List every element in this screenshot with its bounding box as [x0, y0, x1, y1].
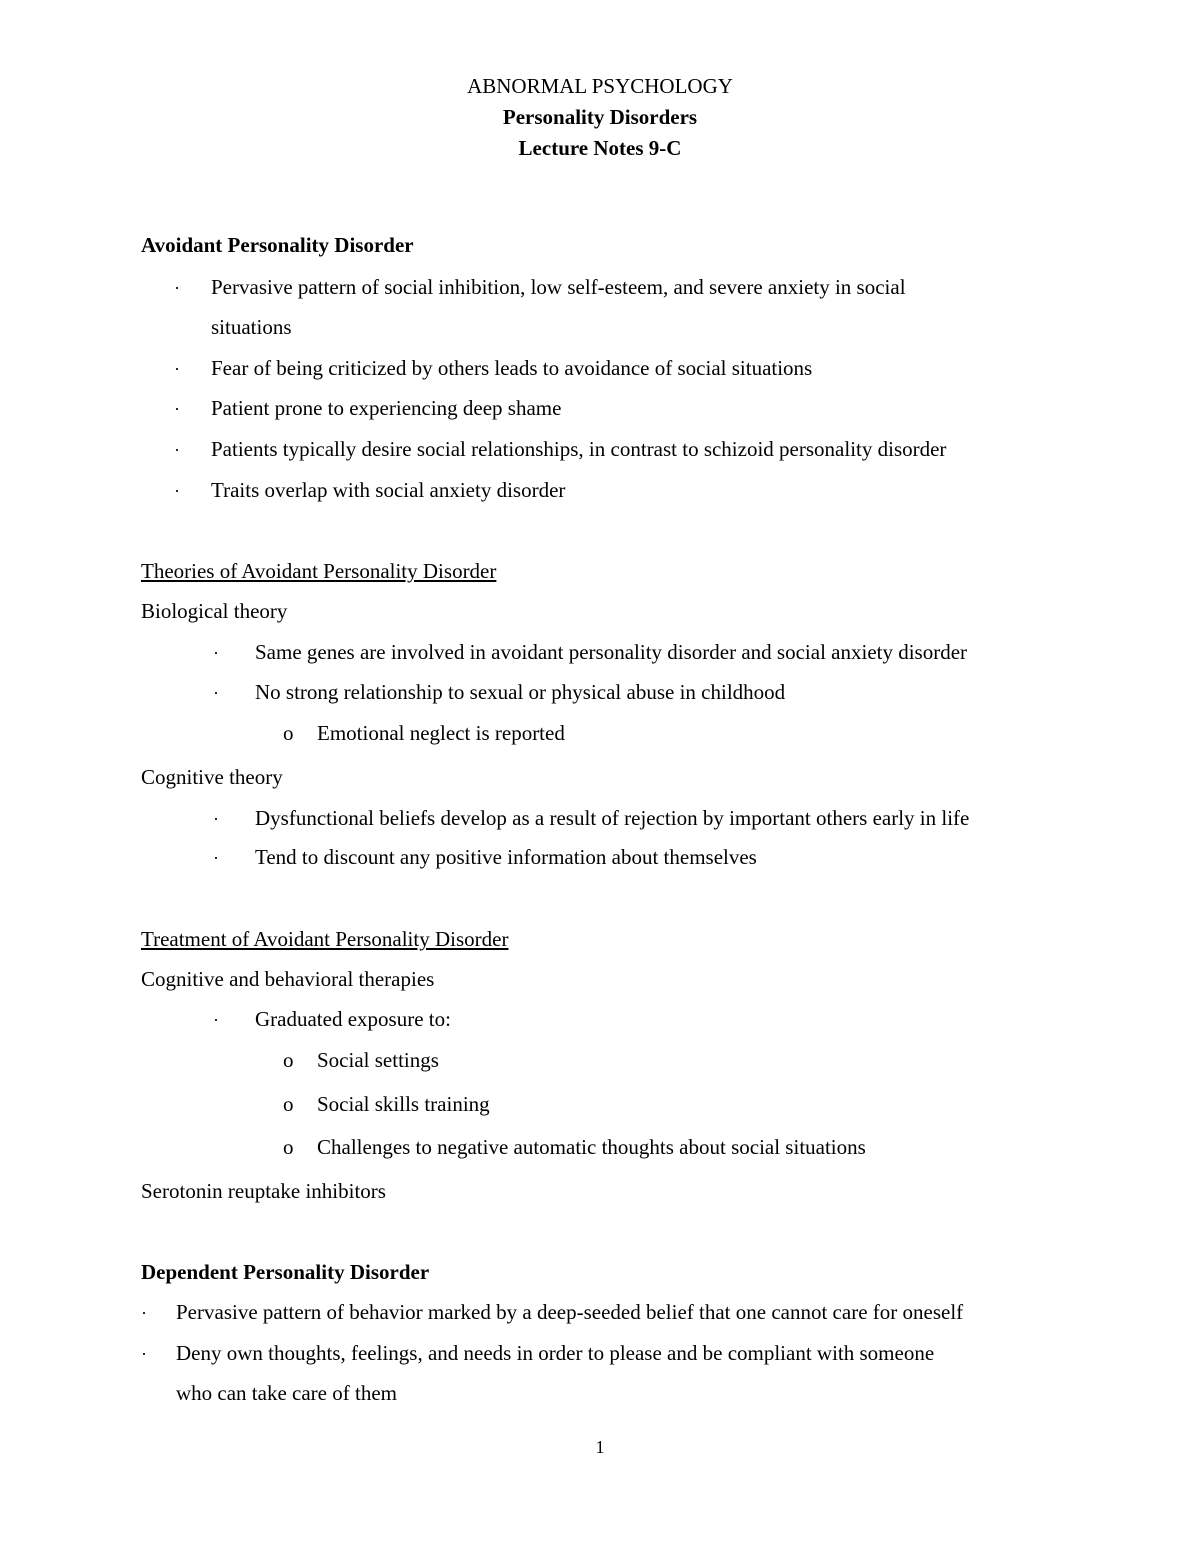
- cbt-label: Cognitive and behavioral therapies: [141, 967, 435, 991]
- cbt-item: Graduated exposure to:: [255, 1007, 451, 1031]
- bullet-icon: ·: [213, 643, 219, 663]
- cognitive-theory-label: Cognitive theory: [141, 765, 283, 789]
- bullet-icon: ·: [213, 683, 219, 703]
- bullet-icon: ·: [174, 481, 180, 501]
- dependent-item: Deny own thoughts, feelings, and needs in order to please and be compliant with someone: [176, 1341, 935, 1365]
- avoidant-item: Patient prone to experiencing deep shame: [211, 396, 562, 420]
- ssri-label: Serotonin reuptake inhibitors: [141, 1179, 386, 1203]
- cbt-sub-item: Challenges to negative automatic thoughts about social situations: [317, 1135, 866, 1159]
- sub-bullet-icon: o: [283, 1048, 294, 1072]
- biological-theory-label: Biological theory: [141, 599, 288, 623]
- avoidant-item: Patients typically desire social relationships, in contrast to schizoid personality disorder: [211, 437, 947, 461]
- bullet-icon: ·: [174, 278, 180, 298]
- bullet-icon: ·: [213, 848, 219, 868]
- bullet-icon: ·: [213, 1010, 219, 1030]
- avoidant-item: Pervasive pattern of social inhibition, low self-esteem, and severe anxiety in social: [211, 275, 906, 299]
- avoidant-item: Fear of being criticized by others leads to avoidance of social situations: [211, 356, 813, 380]
- course-title: ABNORMAL PSYCHOLOGY: [467, 74, 733, 98]
- sub-bullet-icon: o: [283, 1092, 294, 1116]
- theories-heading: Theories of Avoidant Personality Disorder: [141, 559, 497, 583]
- bullet-icon: ·: [174, 399, 180, 419]
- page-number: 1: [595, 1437, 605, 1457]
- lecture-title: Lecture Notes 9-C: [518, 136, 682, 160]
- dependent-item: Pervasive pattern of behavior marked by a deep-seeded belief that one cannot care for oneself: [176, 1300, 964, 1324]
- dependent-heading: Dependent Personality Disorder: [141, 1260, 430, 1284]
- cognitive-item: Dysfunctional beliefs develop as a result of rejection by important others early in life: [255, 806, 970, 830]
- biological-sub-item: Emotional neglect is reported: [317, 721, 565, 745]
- sub-bullet-icon: o: [283, 1135, 294, 1159]
- bullet-icon: ·: [141, 1344, 147, 1364]
- avoidant-item: Traits overlap with social anxiety disorder: [211, 478, 566, 502]
- bullet-icon: ·: [141, 1303, 147, 1323]
- cognitive-item: Tend to discount any positive information about themselves: [255, 845, 757, 869]
- biological-item: No strong relationship to sexual or physical abuse in childhood: [255, 680, 786, 704]
- avoidant-item-continued: situations: [211, 315, 292, 339]
- cbt-sub-item: Social settings: [317, 1048, 439, 1072]
- bullet-icon: ·: [213, 809, 219, 829]
- topic-title: Personality Disorders: [502, 105, 698, 129]
- biological-item: Same genes are involved in avoidant personality disorder and social anxiety disorder: [255, 640, 968, 664]
- treatment-heading: Treatment of Avoidant Personality Disorder: [141, 927, 509, 951]
- bullet-icon: ·: [174, 359, 180, 379]
- cbt-sub-item: Social skills training: [317, 1092, 490, 1116]
- dependent-item-continued: who can take care of them: [176, 1381, 397, 1405]
- bullet-icon: ·: [174, 440, 180, 460]
- sub-bullet-icon: o: [283, 721, 294, 745]
- avoidant-heading: Avoidant Personality Disorder: [141, 233, 414, 257]
